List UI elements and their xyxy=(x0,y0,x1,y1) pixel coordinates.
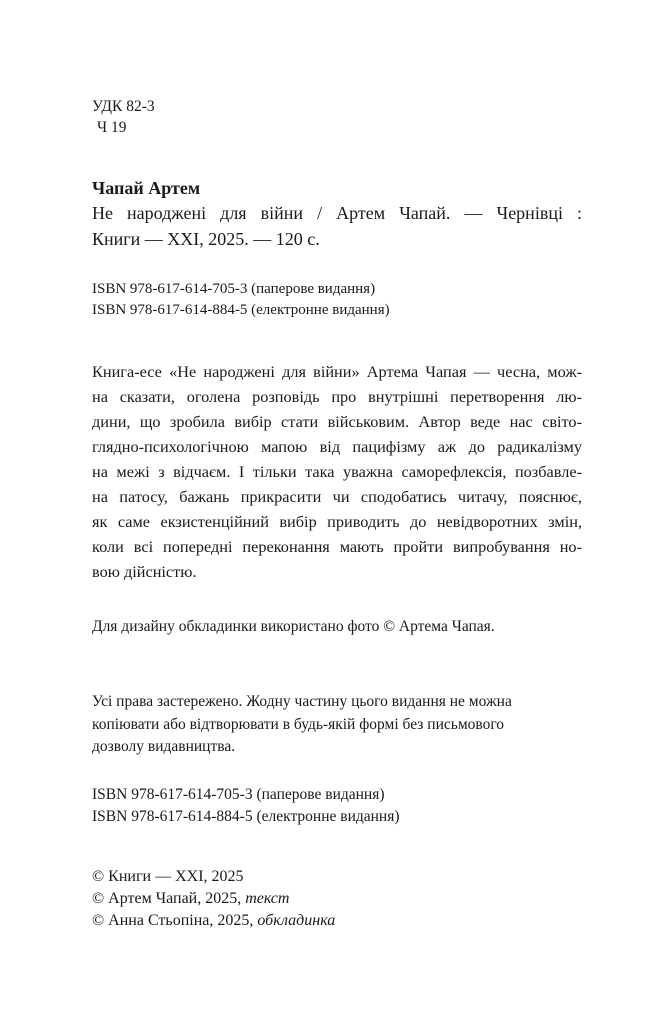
copyright-publisher: © Книги — ХХІ, 2025 xyxy=(92,867,244,885)
rights-line: копіювати або відтворювати в будь-якій формі без письмового xyxy=(92,715,505,733)
catalog-title-line: Не народжені для війни / Артем Чапай. — Чернівці : xyxy=(92,203,582,223)
author-index: Ч 19 xyxy=(97,119,127,136)
annotation-line: глядно-психологічною мапою від пацифізму аж до радикалізму xyxy=(92,437,582,456)
catalog-author: Чапай Артем xyxy=(92,178,201,198)
udk-block xyxy=(92,96,582,138)
isbn-block-bottom xyxy=(92,784,582,828)
isbn-paper: ISBN 978-617-614-705-3 (паперове видання) xyxy=(92,281,376,297)
copyright-author xyxy=(92,888,582,910)
copyright-author-prefix: © Артем Чапай, 2025, xyxy=(92,889,246,907)
udk-code: УДК 82-3 xyxy=(92,98,155,115)
annotation-line: на межі з відчаєм. І тільки така уважна саморефлексія, позбавле- xyxy=(92,462,582,481)
copyright-block xyxy=(92,866,582,932)
isbn-electronic: ISBN 978-617-614-884-5 (електронне видання) xyxy=(92,807,400,825)
annotation xyxy=(92,359,582,584)
catalog-record xyxy=(92,177,582,252)
copyright-cover-prefix: © Анна Стьопіна, 2025, xyxy=(92,911,258,929)
copyright-cover-role: обкладинка xyxy=(257,911,336,929)
copyright-page xyxy=(92,96,582,932)
rights-notice xyxy=(92,691,582,759)
annotation-line: вою дійсністю. xyxy=(92,562,197,581)
catalog-publisher-line: Книги — ХХІ, 2025. — 120 с. xyxy=(92,229,320,249)
copyright-cover xyxy=(92,910,582,932)
isbn-block-top xyxy=(92,279,582,321)
isbn-electronic: ISBN 978-617-614-884-5 (електронне видання) xyxy=(92,302,390,318)
annotation-line: на патосу, бажань прикрасити чи сподобатись читачу, пояснює, xyxy=(92,487,582,506)
annotation-line: на сказати, оголена розповідь про внутрішні перетворення лю- xyxy=(92,387,582,406)
rights-line: дозволу видавництва. xyxy=(92,738,236,755)
rights-line: Усі права застережено. Жодну частину цього видання не можна xyxy=(92,693,512,710)
annotation-line: Книга-есе «Не народжені для війни» Артема Чапая — чесна, мож- xyxy=(92,362,582,381)
cover-design-note: Для дизайну обкладинки використано фото © Артема Чапая. xyxy=(92,618,495,635)
annotation-line: дини, що зробила вибір стати військовим. Автор веде нас світо- xyxy=(92,412,582,431)
copyright-author-role: текст xyxy=(245,889,290,907)
isbn-paper: ISBN 978-617-614-705-3 (паперове видання) xyxy=(92,785,385,803)
annotation-line: як саме екзистенційний вибір приводить до невідворотних змін, xyxy=(92,512,582,531)
annotation-line: коли всі попередні переконання мають пройти випробування но- xyxy=(92,537,582,556)
